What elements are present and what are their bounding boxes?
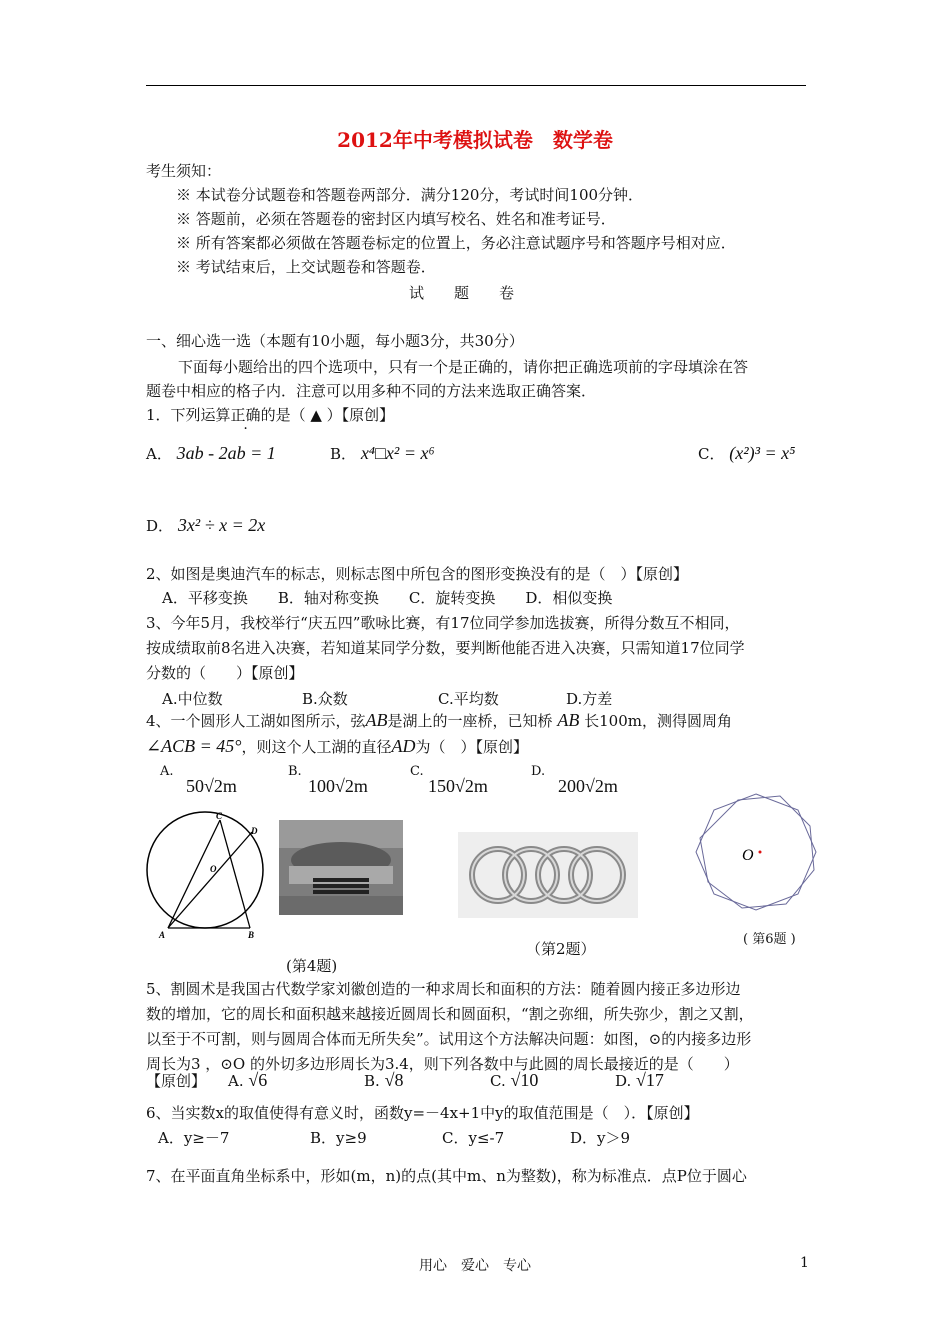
label-o: O xyxy=(210,864,217,874)
question-5-option-a: A. √6 xyxy=(228,1070,268,1090)
question-1-option-a: A． 3ab - 2ab = 1 xyxy=(146,443,276,463)
question-4-option-b: 100√2m xyxy=(308,776,368,796)
question-3-option-d: D.方差 xyxy=(566,690,613,708)
caption-figure-2: （第2题） xyxy=(526,940,596,958)
notice-item-4: ※ 考试结束后，上交试题卷和答题卷． xyxy=(176,258,436,276)
question-5-option-c: C. √10 xyxy=(490,1070,539,1090)
question-6-option-d: D．y＞9 xyxy=(570,1129,631,1147)
caption-figure-6: ( 第6题 ) xyxy=(743,932,796,947)
question-6-option-b: B．y≥9 xyxy=(310,1129,367,1147)
question-6-option-c: C．y≤-7 xyxy=(442,1129,505,1147)
section-heading: 一、细心选一选（本题有10小题，每小题3分，共30分） xyxy=(146,332,524,350)
caption-figure-4: (第4题) xyxy=(286,957,338,975)
label-o-6: O xyxy=(742,847,754,864)
question-5-tag: 【原创】 xyxy=(146,1072,207,1090)
question-2-options: A．平移变换 B．轴对称变换 C．旋转变换 D．相似变换 xyxy=(162,589,613,607)
label-c: C xyxy=(216,811,223,821)
question-3-option-a: A.中位数 xyxy=(162,690,223,708)
notice-item-3: ※ 所有答案都必须做在答题卷标定的位置上，务必注意试题序号和答题序号相对应． xyxy=(176,234,736,252)
question-6-stem: 6、当实数x的取值使得有意义时，函数y=－4x+1中y的取值范围是（ ）．【原创】 xyxy=(146,1104,699,1122)
question-3-line-2: 按成绩取前8名进入决赛，若知道某同学分数，要判断他能否进入决赛，只需知道17位同学 xyxy=(146,639,745,657)
paper-subtitle: 试 题 卷 xyxy=(409,284,515,302)
question-3-option-c: C.平均数 xyxy=(438,690,499,708)
question-5-line-2: 数的增加，它的周长和面积越来越接近圆周长和圆面积，“割之弥细，所失弥少，割之又割， xyxy=(146,1005,754,1023)
question-3-line-3: 分数的（ ）【原创】 xyxy=(146,664,304,682)
notice-item-2: ※ 答题前，必须在答题卷的密封区内填写校名、姓名和准考证号． xyxy=(176,210,616,228)
question-5-line-4: 周长为3 ，⊙O 的外切多边形周长为3.4，则下列各数中与此圆的周长最接近的是（ ） xyxy=(146,1055,739,1073)
question-4-option-c-label: C. xyxy=(410,764,424,779)
question-4-line-2: ∠ACB = 45°，则这个人工湖的直径AD为（ ）【原创】 xyxy=(146,736,528,756)
page-number: 1 xyxy=(800,1255,809,1271)
section-instruction-2: 题卷中相应的格子内．注意可以用多种不同的方法来选取正确答案． xyxy=(146,382,597,400)
label-d: D xyxy=(251,826,258,836)
label-a: A xyxy=(159,930,166,940)
notice-heading: 考生须知： xyxy=(146,162,222,180)
question-5-option-b: B. √8 xyxy=(364,1070,404,1090)
header-rule xyxy=(146,85,806,86)
question-4-line-1: 4、一个圆形人工湖如图所示，弦AB是湖上的一座桥，已知桥 AB 长100m，测得圆周角 xyxy=(146,710,732,730)
question-3-line-1: 3、今年5月，我校举行“庆五四”歌咏比赛，有17位同学参加选拔赛，所得分数互不相同， xyxy=(146,614,740,632)
question-6-option-a: A．y≥－7 xyxy=(158,1129,230,1147)
emphasis-word: 正确 xyxy=(230,406,261,424)
question-4-option-d-label: D. xyxy=(531,764,546,779)
label-b: B xyxy=(248,930,255,940)
page-footer: 用心 爱心 专心 xyxy=(419,1258,531,1274)
lake-photo xyxy=(279,820,403,915)
question-5-option-d: D. √17 xyxy=(615,1070,664,1090)
question-1-stem: 1．下列运算正确的是（ ▲ ）【原创】 xyxy=(146,406,395,424)
question-4-option-d: 200√2m xyxy=(558,776,618,796)
section-instruction-1: 下面每小题给出的四个选项中，只有一个是正确的，请你把正确选项前的字母填涂在答 xyxy=(178,358,749,376)
question-4-option-b-label: B. xyxy=(288,764,302,779)
question-5-line-1: 5、割圆术是我国古代数学家刘徽创造的一种求周长和面积的方法：随着圆内接正多边形边 xyxy=(146,980,741,998)
question-3-option-b: B.众数 xyxy=(302,690,348,708)
figure-circle-diagram xyxy=(140,810,270,940)
figure-inscribed-polygons xyxy=(686,790,826,920)
question-4-option-a: 50√2m xyxy=(186,776,237,796)
question-4-option-c: 150√2m xyxy=(428,776,488,796)
page-title: 2012年中考模拟试卷 数学卷 xyxy=(337,128,613,152)
question-1-option-b: B． x⁴□x² = x⁶ xyxy=(330,443,435,463)
question-7-stem: 7、在平面直角坐标系中，形如(m，n)的点(其中m、n为整数)，称为标准点．点P位于圆心 xyxy=(146,1167,747,1185)
question-1-option-d: D． 3x² ÷ x = 2x xyxy=(146,515,266,535)
question-4-option-a-label: A. xyxy=(160,764,174,779)
question-2-stem: 2、如图是奥迪汽车的标志，则标志图中所包含的图形变换没有的是（ ）【原创】 xyxy=(146,565,689,583)
audi-logo-photo xyxy=(458,832,638,918)
notice-item-1: ※ 本试卷分试题卷和答题卷两部分．满分120分，考试时间100分钟． xyxy=(176,186,644,204)
question-1-option-c: C． (x²)³ = x⁵ xyxy=(698,443,796,463)
question-5-line-3: 以至于不可割，则与圆周合体而无所失矣”。试用这个方法解决问题：如图，⊙的内接多边形 xyxy=(146,1030,752,1048)
